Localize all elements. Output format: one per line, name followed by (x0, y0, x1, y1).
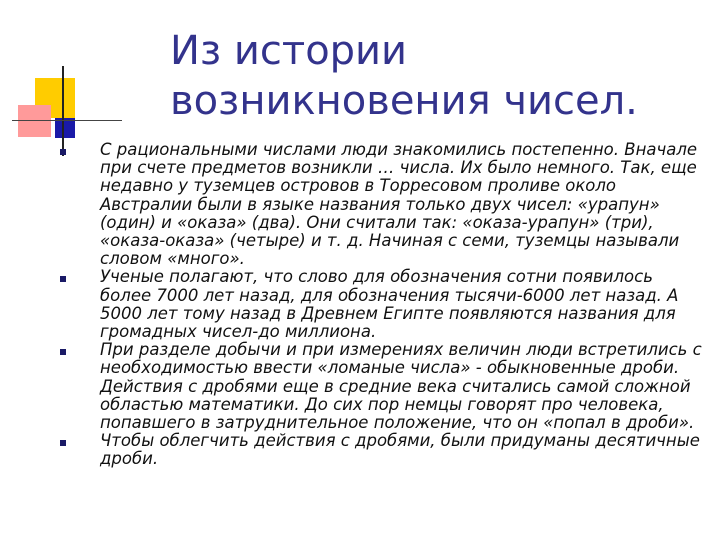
bullet-text: Ученые полагают, что слово для обозначения сотни появилось более 7000 лет назад, для обозначения тысячи-6000 лет назад. А 5000 лет тому назад в Древнем Египте появляются названия для громадных чисел-до миллиона. (100, 267, 679, 342)
bullet-text: При разделе добычи и при измерениях величин люди встретились с необходимостью ввести «ломаные числа» - обыкновенные дроби. Действия с дробями еще в средние века считались самой сложной областью математики. До сих пор немцы говорят про человека, попавшего в затруднительное положение, что он «попал в дроби». (100, 340, 702, 433)
bullet-text: С рациональными числами люди знакомились постепенно. Вначале при счете предметов возникли … числа. Их было немного. Так, еще недавно у туземцев островов в Торресовом проливе около Австралии были в языке названия только двух чисел: «урапун» (один) и «оказа» (два). Они считали так: «оказа-урапун» (три), «оказа-оказа» (четыре) и т. д. Начиная с семи, туземцы называли словом «много». (100, 140, 698, 269)
bullet-item (60, 432, 705, 468)
square-bullet-icon (60, 149, 66, 155)
bullet-item (60, 341, 705, 432)
square-bullet-icon (60, 349, 66, 355)
square-bullet-icon (60, 276, 66, 282)
bullet-item (60, 268, 705, 341)
slide-title: Из истории возникновения чисел. (170, 28, 638, 124)
square-bullet-icon (60, 440, 66, 446)
bullet-text: Чтобы облегчить действия с дробями, были придуманы десятичные дроби. (100, 431, 700, 469)
horizontal-line-decoration (12, 120, 122, 121)
pink-square-decoration (18, 105, 51, 137)
bullet-item (60, 141, 705, 268)
bullet-list (60, 141, 705, 469)
blue-square-decoration (55, 118, 75, 138)
